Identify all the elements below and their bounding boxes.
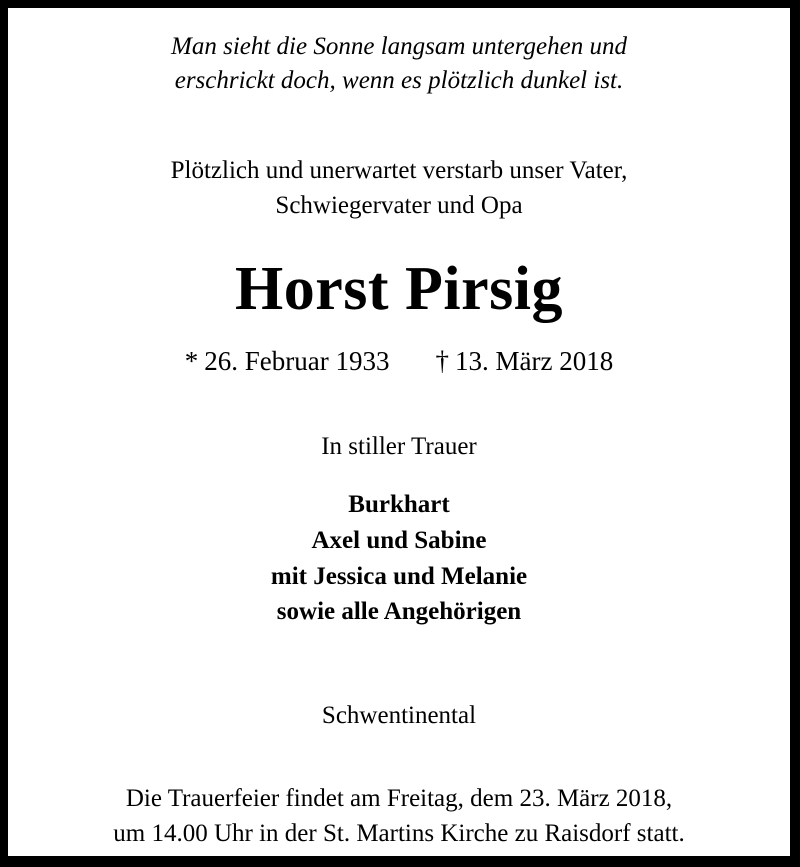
death-date-value: 13. März 2018 bbox=[455, 346, 614, 377]
announcement bbox=[171, 154, 628, 223]
birth-date-entry bbox=[185, 346, 390, 377]
epigraph bbox=[171, 30, 627, 98]
birth-star-icon: * bbox=[184, 346, 199, 377]
death-date-entry bbox=[436, 346, 614, 377]
epigraph-line-2: erschrickt doch, wenn es plötzlich dunkel ist. bbox=[174, 67, 624, 94]
mourner-line: mit Jessica und Melanie bbox=[270, 562, 528, 590]
service-line-1: Die Trauerfeier findet am Freitag, dem 23. März 2018, bbox=[125, 785, 673, 813]
birth-date-value: 26. Februar 1933 bbox=[204, 346, 390, 377]
epigraph-line-1: Man sieht die Sonne langsam untergehen und bbox=[171, 33, 627, 60]
mourning-intro: In stiller Trauer bbox=[321, 433, 477, 461]
mourner-line: Burkhart bbox=[348, 491, 450, 519]
service-line-2: um 14.00 Uhr in der St. Martins Kirche zu Raisdorf statt. bbox=[113, 819, 685, 847]
announcement-line-1: Plötzlich und unerwartet verstarb unser Vater, bbox=[170, 157, 628, 184]
mourner-line: sowie alle Angehörigen bbox=[276, 598, 522, 626]
life-dates bbox=[185, 346, 613, 377]
service-details bbox=[113, 782, 684, 851]
death-cross-icon: † bbox=[435, 346, 449, 377]
mourner-list bbox=[271, 487, 527, 630]
announcement-line-2: Schwiegervater und Opa bbox=[275, 191, 523, 219]
notice-card bbox=[8, 8, 790, 856]
place-name: Schwentinental bbox=[321, 702, 477, 730]
deceased-name: Horst Pirsig bbox=[235, 255, 563, 323]
mourner-line: Axel und Sabine bbox=[311, 526, 487, 554]
